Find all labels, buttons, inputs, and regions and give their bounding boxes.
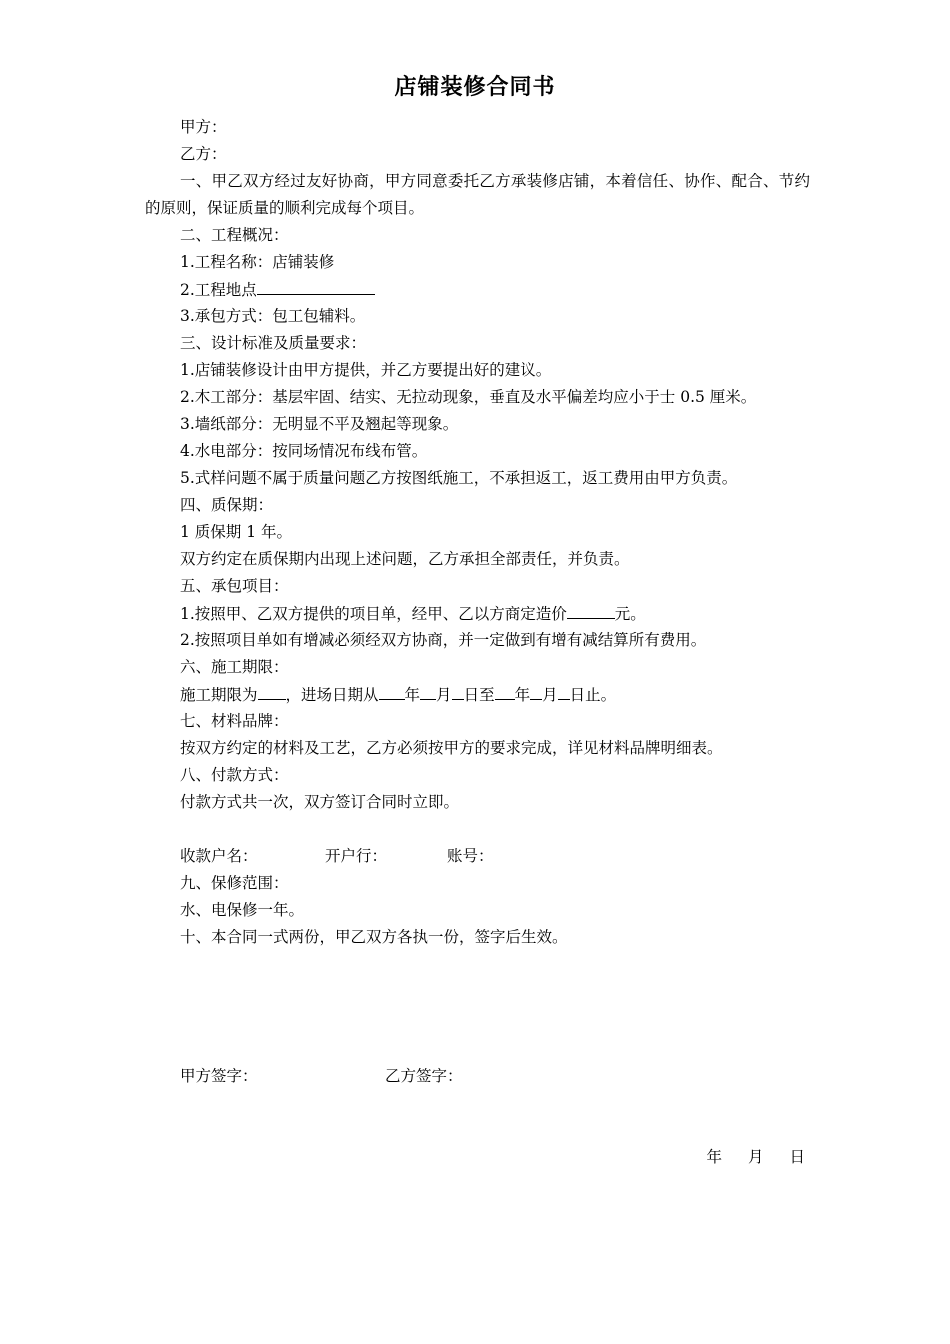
date-day: 日 xyxy=(789,1148,805,1166)
section-2-heading: 二、工程概况： xyxy=(180,226,289,244)
entry-date-label: ，进场日期从 xyxy=(285,686,379,704)
quality-item-2: 2.木工部分：基层牢固、结实、无拉动现象，垂直及水平偏差均应小于士 0.5 厘米。 xyxy=(180,388,757,406)
project-location-label: 2.工程地点 xyxy=(180,281,257,299)
party-b-signature-label: 乙方签字： xyxy=(385,1067,463,1085)
bank-label: 开户行： xyxy=(325,847,388,865)
end-year-blank xyxy=(495,681,515,700)
end-month-label: 月 xyxy=(542,686,558,704)
period-line xyxy=(145,681,810,708)
party-a-signature-label: 甲方签字： xyxy=(180,1067,258,1085)
bank-info-line xyxy=(145,843,810,870)
section-7-heading: 七、材料品牌： xyxy=(180,712,289,730)
project-location xyxy=(145,276,810,303)
blank-line xyxy=(145,816,810,843)
date-line xyxy=(680,1144,805,1171)
end-year-label: 年 xyxy=(514,686,531,704)
price-blank xyxy=(567,600,615,619)
section-4-heading: 四、质保期： xyxy=(180,496,274,514)
start-day-blank xyxy=(452,681,464,700)
quality-item-1: 1.店铺装修设计由甲方提供，并乙方要提出好的建议。 xyxy=(180,361,552,379)
section-3-heading: 三、设计标准及质量要求： xyxy=(180,334,367,352)
quality-item-3: 3.墙纸部分：无明显不平及翘起等现象。 xyxy=(180,415,459,433)
party-a-line: 甲方： xyxy=(180,118,227,136)
payment-text: 付款方式共一次，双方签订合同时立即。 xyxy=(180,793,460,811)
section-9-heading: 九、保修范围： xyxy=(180,874,289,892)
start-month-blank xyxy=(420,681,436,700)
quality-item-5: 5.式样问题不属于质量问题乙方按图纸施工，不承担返工，返工费用由甲方负责。 xyxy=(180,469,738,487)
warranty-item-2: 双方约定在质保期内出现上述问题，乙方承担全部责任，并负责。 xyxy=(180,550,630,568)
start-day-label: 日至 xyxy=(463,686,495,704)
document-title: 店铺装修合同书 xyxy=(394,74,556,100)
account-label: 账号： xyxy=(447,847,494,865)
section-8-heading: 八、付款方式： xyxy=(180,766,289,784)
end-day-label: 日止。 xyxy=(569,686,617,704)
contract-body xyxy=(145,114,810,951)
start-year-label: 年 xyxy=(404,686,421,704)
intro-paragraph: 一、甲乙双方经过友好协商，甲方同意委托乙方承装修店铺，本着信任、协作、配合、节约的原则，保证质量的顺利完成每个项目。 xyxy=(145,172,810,217)
location-blank xyxy=(257,276,375,295)
scope-item-1-text: 1.按照甲、乙双方提供的项目单，经甲、乙以方商定造价 xyxy=(180,605,567,623)
date-year: 年 xyxy=(706,1148,722,1166)
section-10: 十、本合同一式两份，甲乙双方各执一份，签字后生效。 xyxy=(180,928,568,946)
scope-item-1-unit: 元。 xyxy=(614,605,646,623)
section-6-heading: 六、施工期限： xyxy=(180,658,289,676)
contract-method: 3.承包方式：包工包辅料。 xyxy=(180,307,366,325)
end-day-blank xyxy=(558,681,570,700)
end-month-blank xyxy=(530,681,542,700)
scope-item-1 xyxy=(145,600,810,627)
scope-item-2: 2.按照项目单如有增减必须经双方协商，并一定做到有增有减结算所有费用。 xyxy=(180,631,707,649)
start-month-label: 月 xyxy=(436,686,452,704)
maintenance-text: 水、电保修一年。 xyxy=(180,901,305,919)
signature-line xyxy=(180,1063,463,1090)
party-b-line: 乙方： xyxy=(180,145,227,163)
project-name: 1.工程名称：店铺装修 xyxy=(180,253,335,271)
payee-label: 收款户名： xyxy=(180,847,258,865)
period-label: 施工期限为 xyxy=(180,686,258,704)
period-blank xyxy=(258,681,286,700)
warranty-item-1: 1 质保期 1 年。 xyxy=(180,523,293,541)
date-month: 月 xyxy=(747,1148,764,1166)
section-5-heading: 五、承包项目： xyxy=(180,577,289,595)
quality-item-4: 4.水电部分：按同场情况布线布管。 xyxy=(180,442,428,460)
materials-text: 按双方约定的材料及工艺，乙方必须按甲方的要求完成，详见材料品牌明细表。 xyxy=(180,739,723,757)
start-year-blank xyxy=(379,681,405,700)
